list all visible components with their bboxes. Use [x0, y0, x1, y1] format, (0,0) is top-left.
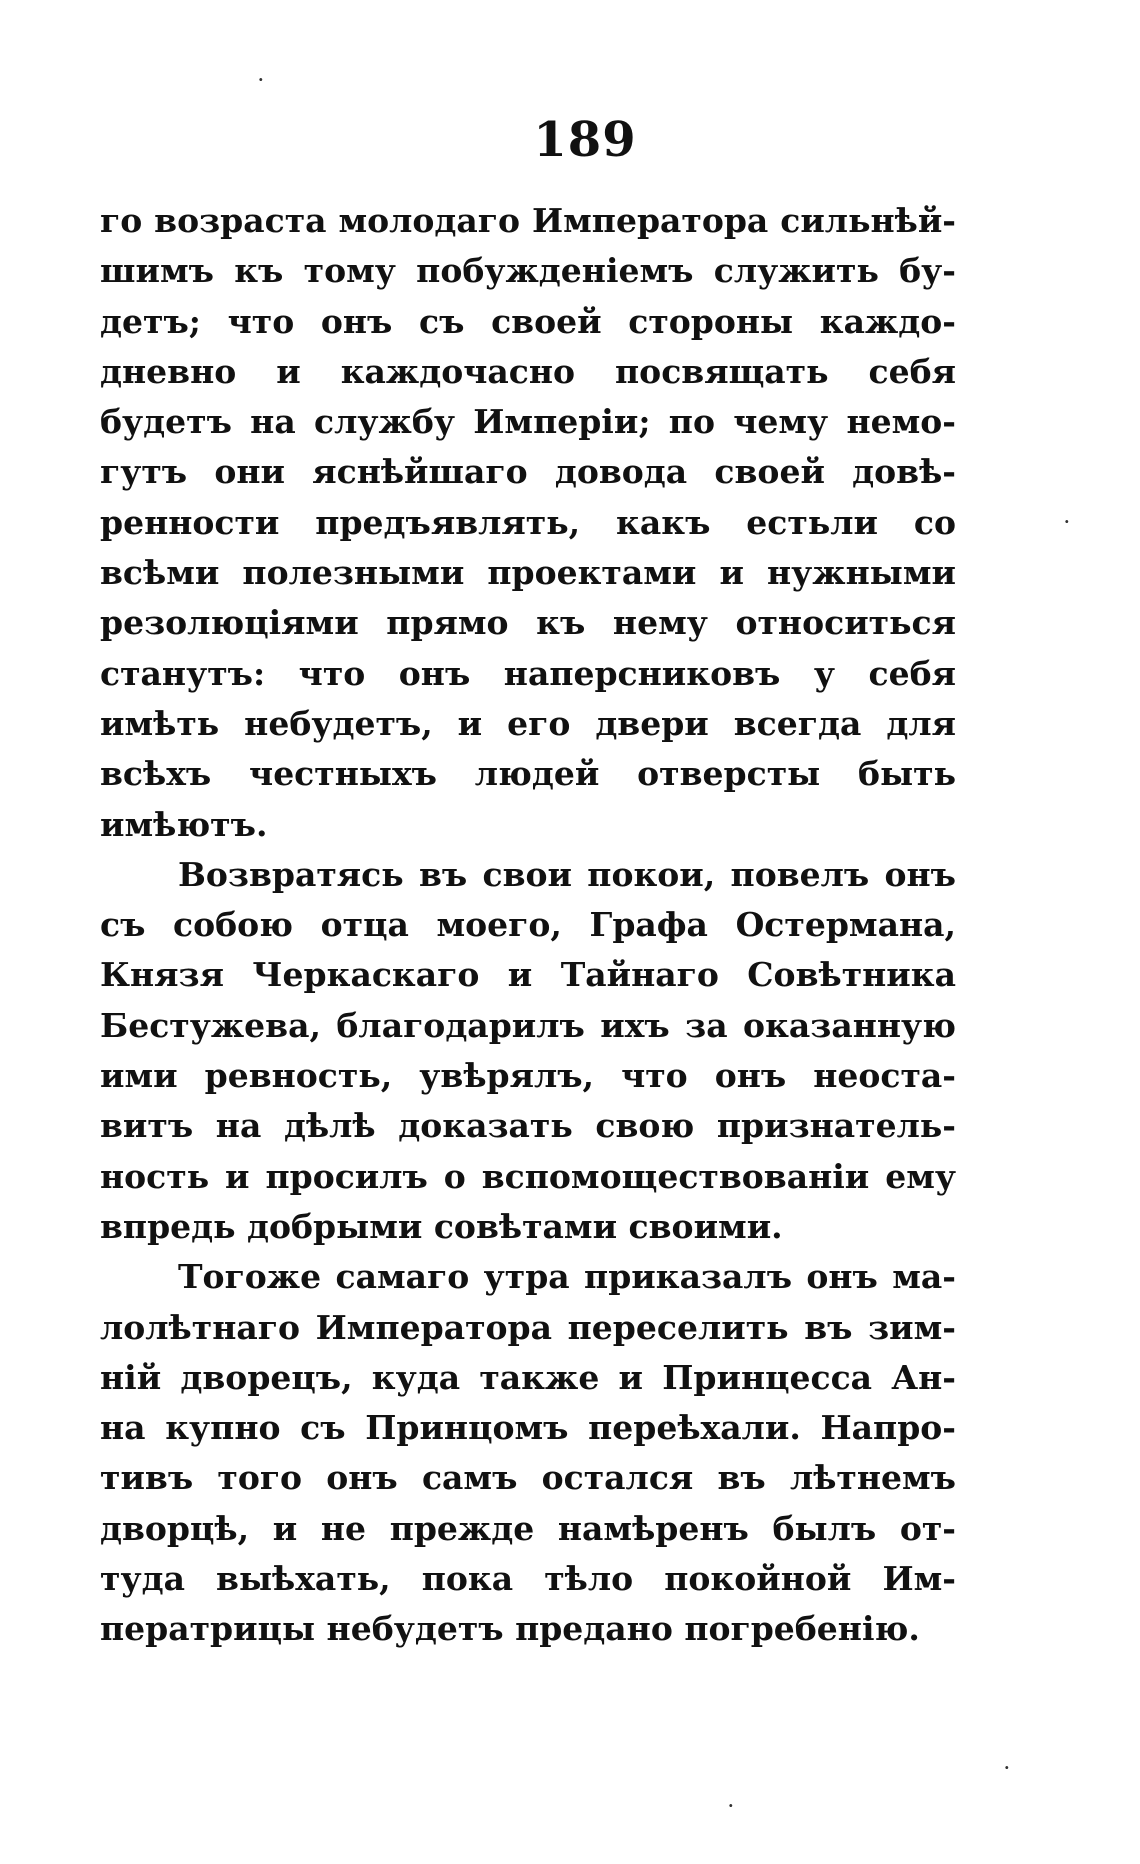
text-line: Бестужева, благодарилъ ихъ за оказанную: [100, 1005, 956, 1045]
text-line: тивъ того онъ самъ остался въ лѣтнемъ: [100, 1458, 956, 1498]
print-speck: ·: [1064, 512, 1070, 531]
text-line: Тогожe самаго утра приказалъ онъ ма-: [178, 1257, 956, 1297]
body-text: [100, 196, 956, 1655]
paragraph-3: [100, 1252, 956, 1654]
text-line: гутъ они яснѣйшаго довода своей довѣ-: [100, 452, 956, 492]
text-line: лолѣтнаго Императора переселить въ зим-: [100, 1307, 956, 1347]
text-line: туда выѣхать, пока тѣло покойной Им-: [100, 1559, 956, 1599]
text-line: станутъ: что онъ наперсниковъ у себя: [100, 653, 956, 693]
text-line: будетъ на службу Имперіи; по чему немо-: [100, 402, 956, 442]
text-line: шимъ къ тому побужденіемъ служить бу-: [100, 251, 956, 291]
text-line: витъ на дѣлѣ доказать свою признатель-: [100, 1106, 956, 1146]
text-line: имѣть небудетъ, и его двери всегда для: [100, 703, 956, 743]
text-line: ность и просилъ о вспомоществованіи ему: [100, 1156, 956, 1196]
text-line: го возраста молодаго Императора сильнѣй-: [100, 201, 956, 240]
paragraph-1: [100, 196, 956, 850]
text-line: ими ревность, увѣрялъ, что онъ неоста-: [100, 1056, 956, 1096]
text-line: Возвратясь въ свои покои, повелъ онъ: [178, 854, 956, 894]
page-number: 189: [533, 112, 637, 168]
print-speck: ·: [1004, 1758, 1010, 1777]
text-line: ній дворецъ, куда также и Принцесса Ан-: [100, 1357, 956, 1397]
text-line: имѣютъ.: [100, 804, 268, 844]
text-line: Князя Черкаскаго и Тайнаго Совѣтника: [100, 955, 956, 995]
text-line: ренности предъявлять, какъ естьли со: [100, 502, 956, 542]
text-line: детъ; что онъ съ своей стороны каждо-: [100, 301, 956, 341]
paragraph-2: [100, 850, 956, 1252]
text-line: съ собою отца моего, Графа Остермана,: [100, 905, 956, 945]
text-line: всѣми полезными проектами и нужными: [100, 553, 956, 593]
print-speck: ·: [728, 1796, 734, 1815]
text-line: впредь добрыми совѣтами своими.: [100, 1206, 783, 1246]
text-line: дворцѣ, и не прежде намѣренъ былъ от-: [100, 1508, 956, 1548]
text-line: дневно и каждочасно посвящать себя: [100, 351, 956, 391]
text-line: ператрицы небудетъ предано погребенію.: [100, 1609, 920, 1649]
print-speck: ·: [258, 70, 264, 89]
text-line: резолюціями прямо къ нему относиться: [100, 603, 956, 643]
text-line: на купно съ Принцомъ переѣхали. Напро-: [100, 1408, 956, 1448]
text-line: всѣхъ честныхъ людей отверсты быть: [100, 754, 956, 794]
